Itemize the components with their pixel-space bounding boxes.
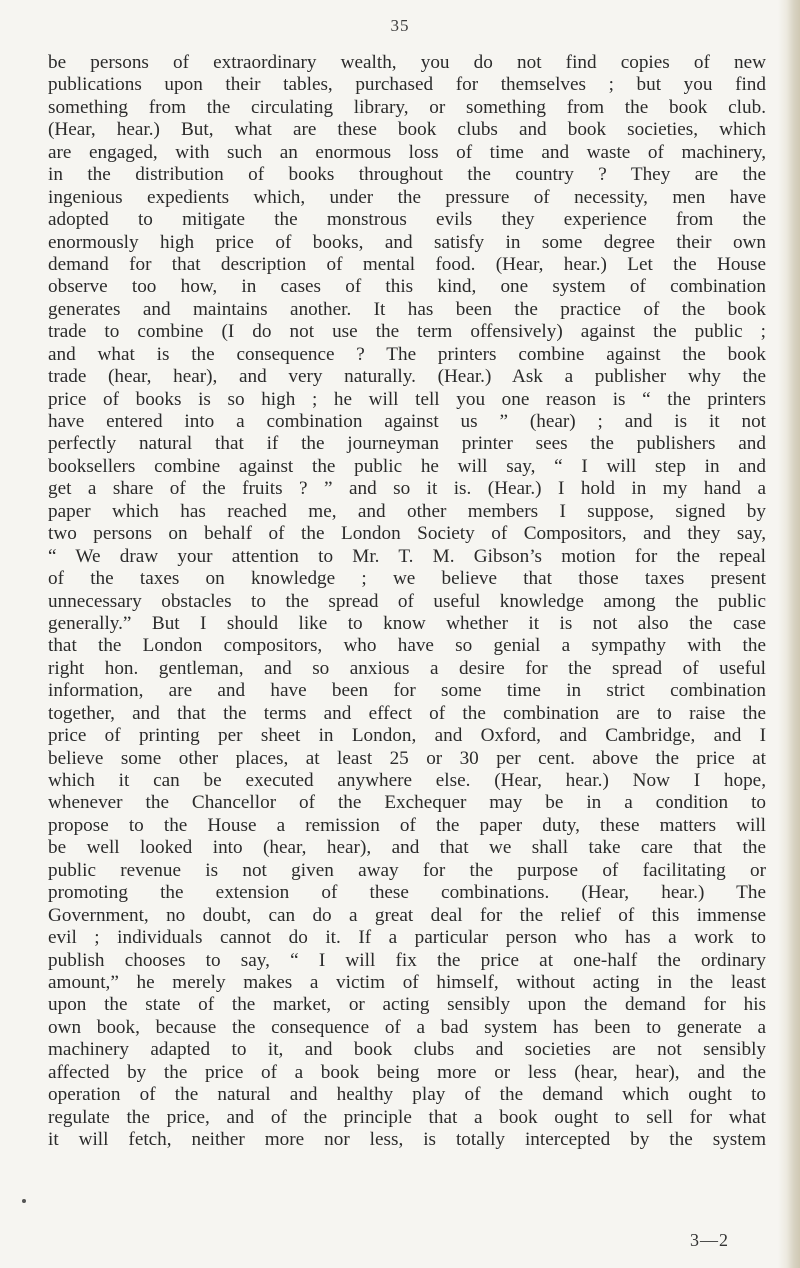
text-line: price of printing per sheet in London, and Oxford, and Cambridge, and I [48, 725, 766, 747]
text-line: two persons on behalf of the London Society of Compositors, and they say, [48, 523, 766, 545]
text-line: get a share of the fruits ? ” and so it is. (Hear.) I hold in my hand a [48, 478, 766, 500]
text-line: evil ; individuals cannot do it. If a particular person who has a work to [48, 927, 766, 949]
text-line: information, are and have been for some time in strict combination [48, 680, 766, 702]
text-line: publications upon their tables, purchased for themselves ; but you find [48, 74, 766, 96]
text-line: right hon. gentleman, and so anxious a desire for the spread of useful [48, 657, 766, 679]
text-line: are engaged, with such an enormous loss of time and waste of machinery, [48, 141, 766, 163]
text-line: promoting the extension of these combinations. (Hear, hear.) The [48, 882, 766, 904]
text-line: ingenious expedients which, under the pressure of necessity, men have [48, 186, 766, 208]
text-line: affected by the price of a book being more or less (hear, hear), and the [48, 1061, 766, 1083]
text-line: upon the state of the market, or acting sensibly upon the demand for his [48, 994, 766, 1016]
text-line: together, and that the terms and effect of the combination are to raise the [48, 702, 766, 724]
text-line: propose to the House a remission of the paper duty, these matters will [48, 814, 766, 836]
text-line: trade to combine (I do not use the term offensively) against the public ; [48, 321, 766, 343]
text-line: trade (hear, hear), and very naturally. (Hear.) Ask a publisher why the [48, 366, 766, 388]
text-line: machinery adapted to it, and book clubs and societies are not sensibly [48, 1039, 766, 1061]
text-line: paper which has reached me, and other members I suppose, signed by [48, 500, 766, 522]
text-line: Government, no doubt, can do a great deal for the relief of this immense [48, 904, 766, 926]
signature-mark: 3—2 [690, 1230, 729, 1250]
text-line: regulate the price, and of the principle that a book ought to sell for what [48, 1106, 766, 1128]
text-line: observe too how, in cases of this kind, one system of combination [48, 276, 766, 298]
text-line: in the distribution of books throughout the country ? They are the [48, 164, 766, 186]
margin-mark [22, 1199, 26, 1203]
text-line: which it can be executed anywhere else. (Hear, hear.) Now I hope, [48, 770, 766, 791]
text-line: generates and maintains another. It has been the practice of the book [48, 298, 766, 320]
text-line: (Hear, hear.) But, what are these book clubs and book societies, which [48, 119, 766, 141]
text-line: public revenue is not given away for the purpose of facilitating or [48, 859, 766, 881]
text-line: and what is the consequence ? The printers combine against the book [48, 343, 766, 365]
text-line: price of books is so high ; he will tell you one reason is “ the printers [48, 388, 766, 410]
text-line: own book, because the consequence of a bad system has been to generate a [48, 1016, 766, 1038]
text-line: it will fetch, neither more nor less, is totally intercepted by the system [48, 1129, 766, 1150]
text-line: enormously high price of books, and satisfy in some degree their own [48, 231, 766, 253]
page-edge-shadow [778, 0, 800, 1268]
text-line: adopted to mitigate the monstrous evils they experience from the [48, 209, 766, 231]
text-line: amount,” he merely makes a victim of himself, without acting in the least [48, 971, 766, 993]
text-line: demand for that description of mental food. (Hear, hear.) Let the House [48, 253, 766, 275]
text-line: perfectly natural that if the journeyman printer sees the publishers and [48, 433, 766, 455]
text-line: be persons of extraordinary wealth, you do not find copies of new [48, 52, 766, 73]
text-line: believe some other places, at least 25 or 30 per cent. above the price at [48, 747, 766, 769]
text-line: “ We draw your attention to Mr. T. M. Gibson’s motion for the repeal [48, 545, 766, 567]
text-line: have entered into a combination against us ” (hear) ; and is it not [48, 411, 766, 432]
text-line: of the taxes on knowledge ; we believe that those taxes present [48, 568, 766, 590]
text-line: be well looked into (hear, hear), and that we shall take care that the [48, 837, 766, 859]
body-text [48, 52, 766, 1151]
text-line: booksellers combine against the public he will say, “ I will step in and [48, 455, 766, 477]
text-line: that the London compositors, who have so genial a sympathy with the [48, 635, 766, 657]
text-line: whenever the Chancellor of the Exchequer may be in a condition to [48, 792, 766, 814]
text-line: operation of the natural and healthy play of the demand which ought to [48, 1084, 766, 1106]
text-line: generally.” But I should like to know whether it is not also the case [48, 612, 766, 634]
text-line: unnecessary obstacles to the spread of useful knowledge among the public [48, 590, 766, 612]
text-line: something from the circulating library, or something from the book club. [48, 96, 766, 118]
text-line: publish chooses to say, “ I will fix the price at one-half the ordinary [48, 949, 766, 971]
page-number: 35 [390, 16, 410, 35]
